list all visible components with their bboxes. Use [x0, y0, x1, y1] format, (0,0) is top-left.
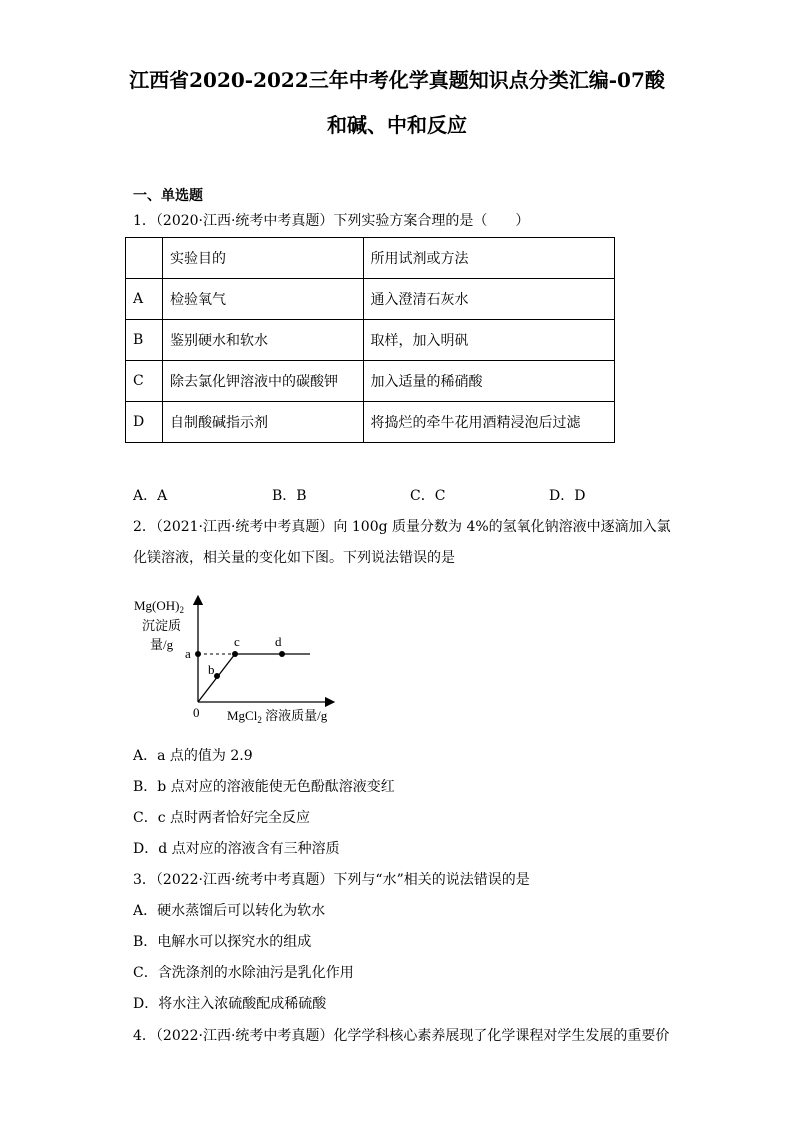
document-title-line1: 江西省2020-2022三年中考化学真题知识点分类汇编-07酸 — [129, 68, 665, 92]
table-row — [126, 402, 615, 443]
table-cell: 检验氧气 — [162, 279, 363, 320]
point-b — [214, 673, 220, 679]
question-2-stem-line2: 化镁溶液，相关量的变化如下图。下列说法错误的是 — [133, 550, 455, 566]
question-2-option-c: C．c 点时两者恰好完全反应 — [133, 810, 311, 826]
table-cell: D — [126, 402, 163, 443]
table-row — [126, 279, 615, 320]
document-title-line2: 和碱、中和反应 — [327, 113, 467, 137]
point-label-c: c — [234, 634, 240, 649]
choice-c: C．C — [410, 488, 446, 504]
question-3-option-d: D．将水注入浓硫酸配成稀硫酸 — [133, 996, 327, 1012]
question-2-option-b: B．b 点对应的溶液能使无色酚酞溶液变红 — [133, 779, 395, 795]
table-cell: 除去氯化钾溶液中的碳酸钾 — [162, 361, 363, 402]
choice-b: B．B — [272, 488, 307, 504]
table-header-row — [126, 238, 615, 279]
y-axis-label-line1: $Mg(OH)_2$ — [134, 598, 184, 615]
question-2-stem-line1: 2．（2021·江西·统考中考真题）向 100g 质量分数为 4%的氢氧化钠溶液中逐滴加入氯 — [133, 519, 671, 535]
question-2-option-d: D．d 点对应的溶液含有三种溶质 — [133, 841, 340, 857]
table-cell: 通入澄清石灰水 — [363, 279, 614, 320]
question-1-stem: 1．（2020·江西·统考中考真题）下列实验方案合理的是（ ） — [133, 213, 530, 229]
table-cell: 鉴别硬水和软水 — [162, 320, 363, 361]
table-cell: 自制酸碱指示剂 — [162, 402, 363, 443]
point-label-a: a — [185, 646, 191, 661]
question-3-stem: 3．（2022·江西·统考中考真题）下列与“水”相关的说法错误的是 — [133, 872, 530, 888]
question-2-option-a: A．a 点的值为 2.9 — [133, 748, 253, 764]
origin-label: 0 — [193, 705, 200, 720]
table-cell: C — [126, 361, 163, 402]
question-1-table — [125, 237, 615, 443]
x-axis-label: MgCl$_2$ 溶液质量/g — [227, 708, 328, 725]
table-row — [126, 361, 615, 402]
question-3-option-b: B．电解水可以探究水的组成 — [133, 934, 312, 950]
table-cell — [126, 238, 163, 279]
point-label-d: d — [275, 634, 282, 649]
choice-d: D．D — [549, 488, 586, 504]
table-row — [126, 320, 615, 361]
table-cell: 将捣烂的牵牛花用酒精浸泡后过滤 — [363, 402, 614, 443]
choice-a: A．A — [133, 488, 168, 504]
table-cell: 取样，加入明矾 — [363, 320, 614, 361]
table-cell: B — [126, 320, 163, 361]
table-cell: 所用试剂或方法 — [363, 238, 614, 279]
point-d — [279, 651, 285, 657]
table-cell: A — [126, 279, 163, 320]
question-3-option-c: C．含洗涤剂的水除油污是乳化作用 — [133, 965, 354, 981]
table-cell: 实验目的 — [162, 238, 363, 279]
table-cell: 加入适量的稀硝酸 — [363, 361, 614, 402]
precipitate-graph — [120, 590, 360, 730]
section-heading: 一、单选题 — [133, 188, 203, 204]
point-c — [232, 651, 238, 657]
point-a — [195, 651, 201, 657]
y-axis-label-line2: 沉淀质 — [142, 618, 182, 633]
question-4-stem: 4．（2022·江西·统考中考真题）化学学科核心素养展现了化学课程对学生发展的重要价 — [133, 1028, 670, 1044]
question-3-option-a: A．硬水蒸馏后可以转化为软水 — [133, 903, 326, 919]
point-label-b: b — [208, 662, 215, 677]
y-axis-label-line3: 量/g — [150, 637, 174, 652]
